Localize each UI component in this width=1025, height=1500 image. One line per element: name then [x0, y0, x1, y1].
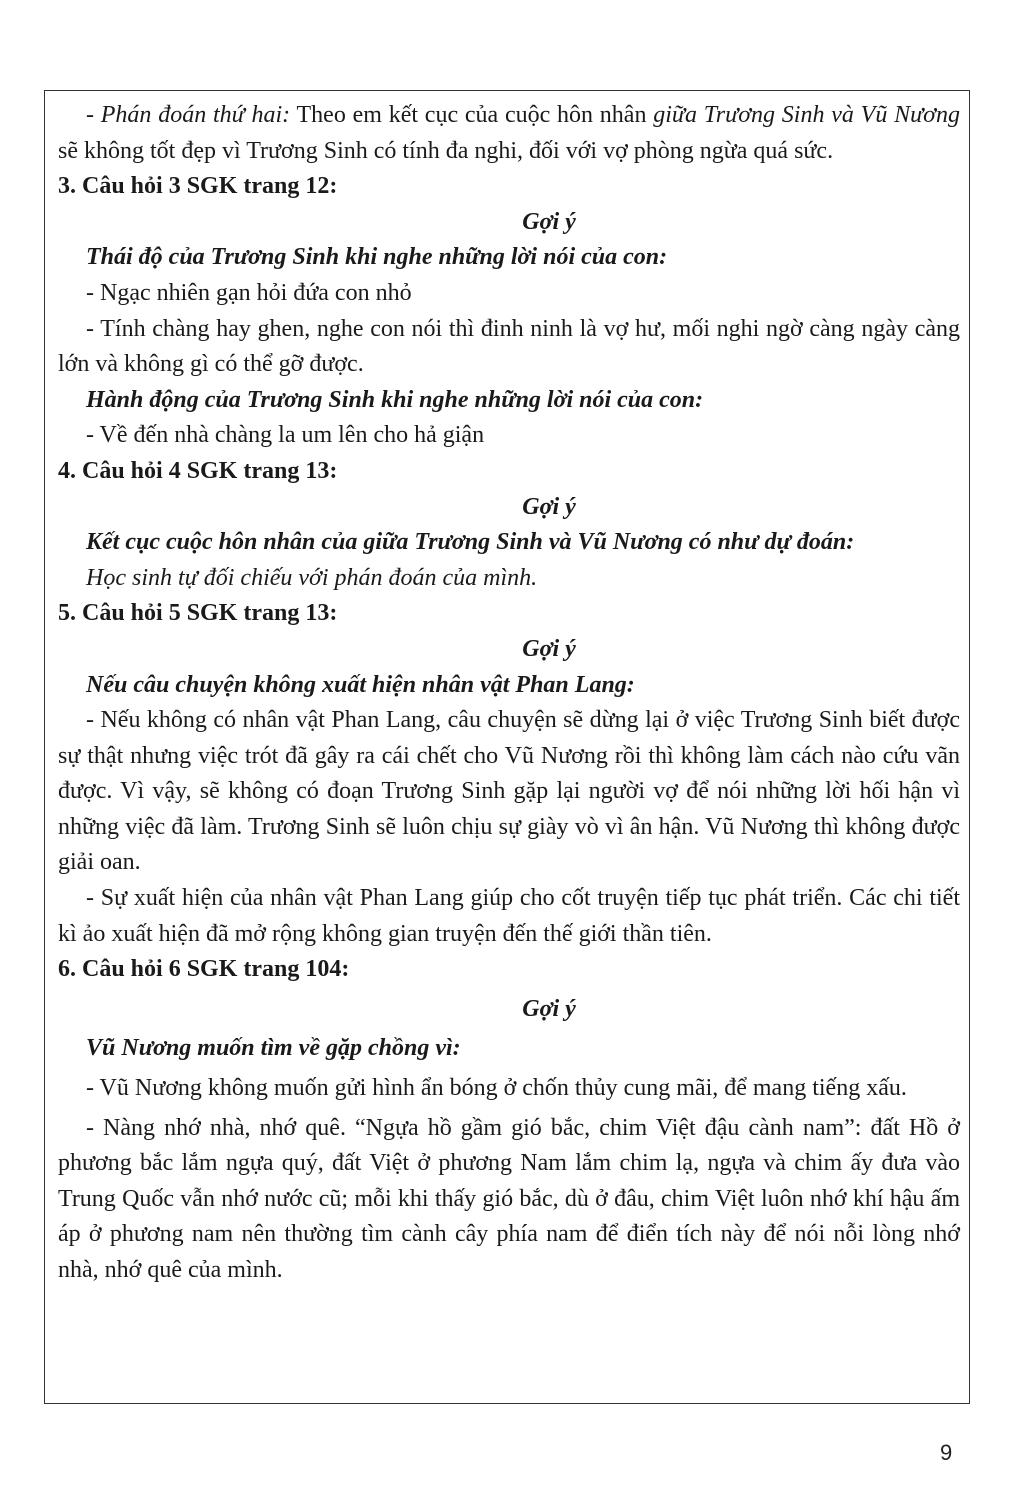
question-5-hint-title: Gợi ý — [522, 635, 576, 662]
question-4-heading: 4. Câu hỏi 4 SGK trang 13: — [58, 457, 338, 484]
question-3-heading: 3. Câu hỏi 3 SGK trang 12: — [58, 173, 338, 200]
question-4-subheading-1: Kết cục cuộc hôn nhân của giữa Trương Sinh và Vũ Nương có như dự đoán: — [86, 529, 855, 556]
question-3-subheading-1: Thái độ của Trương Sinh khi nghe những lời nói của con: — [86, 244, 668, 271]
question-6-item-2: - Nàng nhớ nhà, nhớ quê. “Ngựa hồ gầm gió bắc, chim Việt đậu cành nam”: đất Hồ ở phương bắc lắm ngựa quý, đất Việt ở phương Nam lắm chim lạ, ngựa và chim ấy đưa vào Trung Quốc vẫn nhớ nước cũ; mỗi khi thấy gió bắc, dù ở đâu, chim Việt luôn nhớ khí hậu ấm áp ở phương nam nên thường tìm cành cây phía nam để điển tích này để nói nỗi lòng nhớ nhà, nhớ quê của mình. — [58, 1114, 960, 1283]
question-3-item-3: - Về đến nhà chàng la um lên cho hả giận — [86, 422, 485, 449]
intro-text-2: sẽ không tốt đẹp vì Trương Sinh có tính đa nghi, đối với vợ phòng ngừa quá sức. — [58, 137, 834, 164]
question-4-hint-title: Gợi ý — [522, 493, 576, 520]
intro-text-1: Theo em kết cục của cuộc hôn nhân — [290, 102, 654, 128]
intro-paragraph — [58, 98, 960, 169]
question-3-item-2: - Tính chàng hay ghen, nghe con nói thì đinh ninh là vợ hư, mối nghi ngờ càng ngày càng lớn và không gì có thể gỡ được. — [58, 315, 960, 378]
question-6-subheading-1: Vũ Nương muốn tìm về gặp chồng vì: — [86, 1035, 461, 1062]
question-5-item-2: - Sự xuất hiện của nhân vật Phan Lang giúp cho cốt truyện tiếp tục phát triển. Các chi tiết kì ảo xuất hiện đã mở rộng không gian truyện đến thế giới thần tiên. — [58, 885, 960, 947]
page-number: 9 — [940, 1440, 953, 1465]
question-5-item-1: - Nếu không có nhân vật Phan Lang, câu chuyện sẽ dừng lại ở việc Trương Sinh biết được sự thật nhưng việc trót đã gây ra cái chết cho Vũ Nương rồi thì không làm cách nào cứu vãn được. Vì vậy, sẽ không có đoạn Trương Sinh gặp lại người vợ để nói những lời hối hận vì những việc đã làm. Trương Sinh sẽ luôn chịu sự giày vò vì ân hận. Vũ Nương thì không được giải oan. — [58, 707, 960, 876]
question-3-subheading-2: Hành động của Trương Sinh khi nghe những lời nói của con: — [86, 386, 704, 413]
question-6-heading: 6. Câu hỏi 6 SGK trang 104: — [58, 956, 350, 983]
question-5-subheading-1: Nếu câu chuyện không xuất hiện nhân vật Phan Lang: — [86, 671, 635, 698]
question-5-heading: 5. Câu hỏi 5 SGK trang 13: — [58, 600, 338, 627]
question-4-item-1: Học sinh tự đối chiếu với phán đoán của mình. — [86, 564, 538, 591]
question-6-hint-title: Gợi ý — [522, 995, 576, 1022]
page-content — [58, 98, 960, 1289]
intro-label: - Phán đoán thứ hai: — [86, 102, 291, 128]
intro-italic: giữa Trương Sinh và Vũ Nương — [653, 102, 960, 128]
question-3-item-1: - Ngạc nhiên gạn hỏi đứa con nhỏ — [86, 279, 412, 306]
question-3-hint-title: Gợi ý — [522, 208, 576, 235]
question-6-item-1: - Vũ Nương không muốn gửi hình ẩn bóng ở chốn thủy cung mãi, để mang tiếng xấu. — [86, 1075, 907, 1102]
